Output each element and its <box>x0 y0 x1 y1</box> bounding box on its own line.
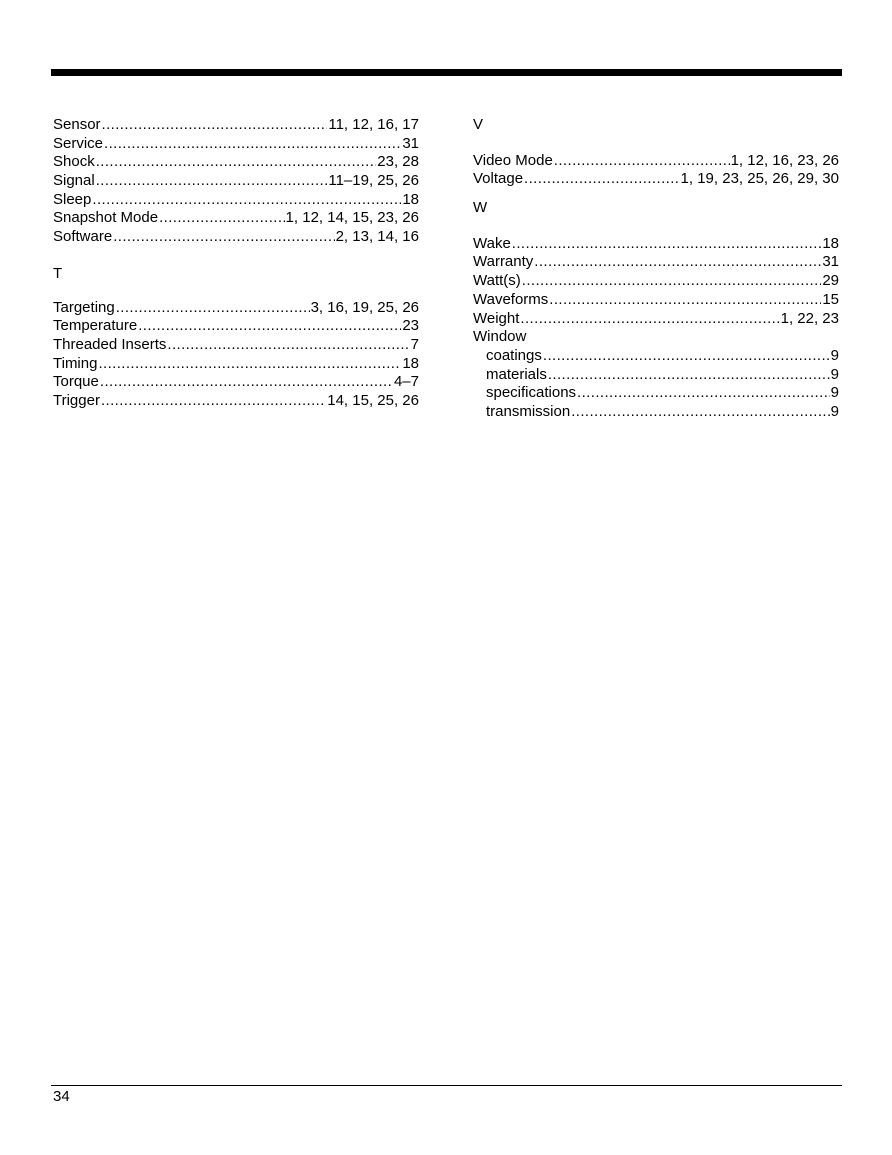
index-pages: 9 <box>830 402 839 420</box>
index-term: Watt(s) <box>473 272 521 290</box>
dot-leader <box>554 152 730 171</box>
index-entry <box>53 228 419 247</box>
dot-leader <box>571 403 829 422</box>
index-entry <box>473 310 839 329</box>
index-term: Waveforms <box>473 290 549 308</box>
index-term: Trigger <box>53 391 100 409</box>
index-letter-heading: W <box>473 199 488 217</box>
index-entry <box>53 317 419 336</box>
dot-leader <box>101 392 326 411</box>
index-term: specifications <box>486 384 577 402</box>
index-column-left <box>53 116 419 411</box>
index-entry <box>473 291 839 310</box>
index-letter-heading: V <box>473 116 484 133</box>
dot-leader <box>92 191 401 210</box>
index-term: Snapshot Mode <box>53 209 159 227</box>
index-pages: 18 <box>402 354 419 372</box>
index-pages: 1, 12, 14, 15, 23, 26 <box>285 209 419 227</box>
index-pages: 18 <box>402 190 419 208</box>
page-number: 34 <box>53 1088 70 1105</box>
index-term: Shock <box>53 153 95 171</box>
index-entry <box>53 172 419 191</box>
index-pages: 11–19, 25, 26 <box>328 172 419 190</box>
index-pages: 1, 12, 16, 23, 26 <box>730 151 839 169</box>
dot-leader <box>159 209 284 228</box>
dot-leader <box>534 253 821 272</box>
index-term: Voltage <box>473 170 524 188</box>
index-subentry <box>473 403 839 422</box>
index-entry <box>473 152 839 171</box>
index-pages: 1, 19, 23, 25, 26, 29, 30 <box>680 170 839 188</box>
index-entry <box>53 392 419 411</box>
index-term: Temperature <box>53 317 138 335</box>
index-entry <box>53 135 419 154</box>
dot-leader <box>524 170 679 189</box>
index-term: Torque <box>53 373 99 391</box>
index-entry <box>53 209 419 228</box>
index-pages: 14, 15, 25, 26 <box>327 391 419 409</box>
dot-leader <box>522 272 822 291</box>
index-entry <box>473 170 839 189</box>
dot-leader <box>520 310 779 329</box>
dot-leader <box>96 172 328 191</box>
dot-leader <box>104 135 401 154</box>
index-entry <box>53 299 419 318</box>
dot-leader <box>549 291 821 310</box>
dot-leader <box>98 355 401 374</box>
section-gap <box>473 135 839 152</box>
index-pages: 9 <box>830 384 839 402</box>
index-term: Targeting <box>53 298 115 316</box>
index-term: Threaded Inserts <box>53 335 167 353</box>
index-pages: 23, 28 <box>377 153 419 171</box>
index-subentry <box>473 347 839 366</box>
index-entry <box>53 355 419 374</box>
index-entry <box>53 153 419 172</box>
dot-leader <box>548 366 830 385</box>
index-entry <box>53 116 419 135</box>
index-entry <box>53 336 419 355</box>
dot-leader <box>113 228 334 247</box>
dot-leader <box>577 384 830 403</box>
index-term: Wake <box>473 234 511 252</box>
index-pages: 4–7 <box>393 373 419 391</box>
index-pages: 7 <box>410 335 419 353</box>
index-pages: 3, 16, 19, 25, 26 <box>310 298 419 316</box>
index-pages: 23 <box>402 317 419 335</box>
dot-leader <box>167 336 409 355</box>
index-entry-heading: Window <box>473 328 527 346</box>
index-term: materials <box>486 365 547 383</box>
dot-leader <box>116 299 310 318</box>
index-term: Software <box>53 228 113 246</box>
index-pages: 31 <box>402 134 419 152</box>
index-term: Service <box>53 134 104 152</box>
index-term: Sensor <box>53 116 101 133</box>
index-pages: 18 <box>822 234 839 252</box>
section-gap <box>473 189 839 199</box>
dot-leader <box>100 373 393 392</box>
index-subentry <box>473 384 839 403</box>
index-pages: 9 <box>830 365 839 383</box>
index-pages: 31 <box>822 253 839 271</box>
index-entry <box>53 373 419 392</box>
index-pages: 29 <box>822 272 839 290</box>
index-term: coatings <box>486 346 542 364</box>
index-pages: 2, 13, 14, 16 <box>335 228 419 246</box>
dot-leader <box>543 347 830 366</box>
index-term: Warranty <box>473 253 534 271</box>
index-entry <box>473 235 839 254</box>
section-gap <box>473 218 839 235</box>
index-entry <box>473 253 839 272</box>
index-term: Sleep <box>53 190 92 208</box>
index-pages: 11, 12, 16, 17 <box>328 116 419 133</box>
index-letter-heading: T <box>53 264 63 282</box>
dot-leader <box>102 116 328 135</box>
header-rule <box>51 69 842 76</box>
index-column-right <box>473 116 839 422</box>
index-term: Timing <box>53 354 98 372</box>
index-pages: 15 <box>822 290 839 308</box>
index-pages: 9 <box>830 346 839 364</box>
index-entry <box>53 191 419 210</box>
section-gap <box>53 284 419 299</box>
dot-leader <box>138 317 401 336</box>
footer-rule <box>51 1085 842 1086</box>
index-term: transmission <box>486 402 571 420</box>
index-term: Video Mode <box>473 151 553 169</box>
index-pages: 1, 22, 23 <box>780 309 839 327</box>
dot-leader <box>96 153 377 172</box>
dot-leader <box>512 235 822 254</box>
index-term: Weight <box>473 309 520 327</box>
index-entry <box>473 272 839 291</box>
index-term: Signal <box>53 172 95 190</box>
section-gap <box>53 247 419 265</box>
index-subentry <box>473 366 839 385</box>
